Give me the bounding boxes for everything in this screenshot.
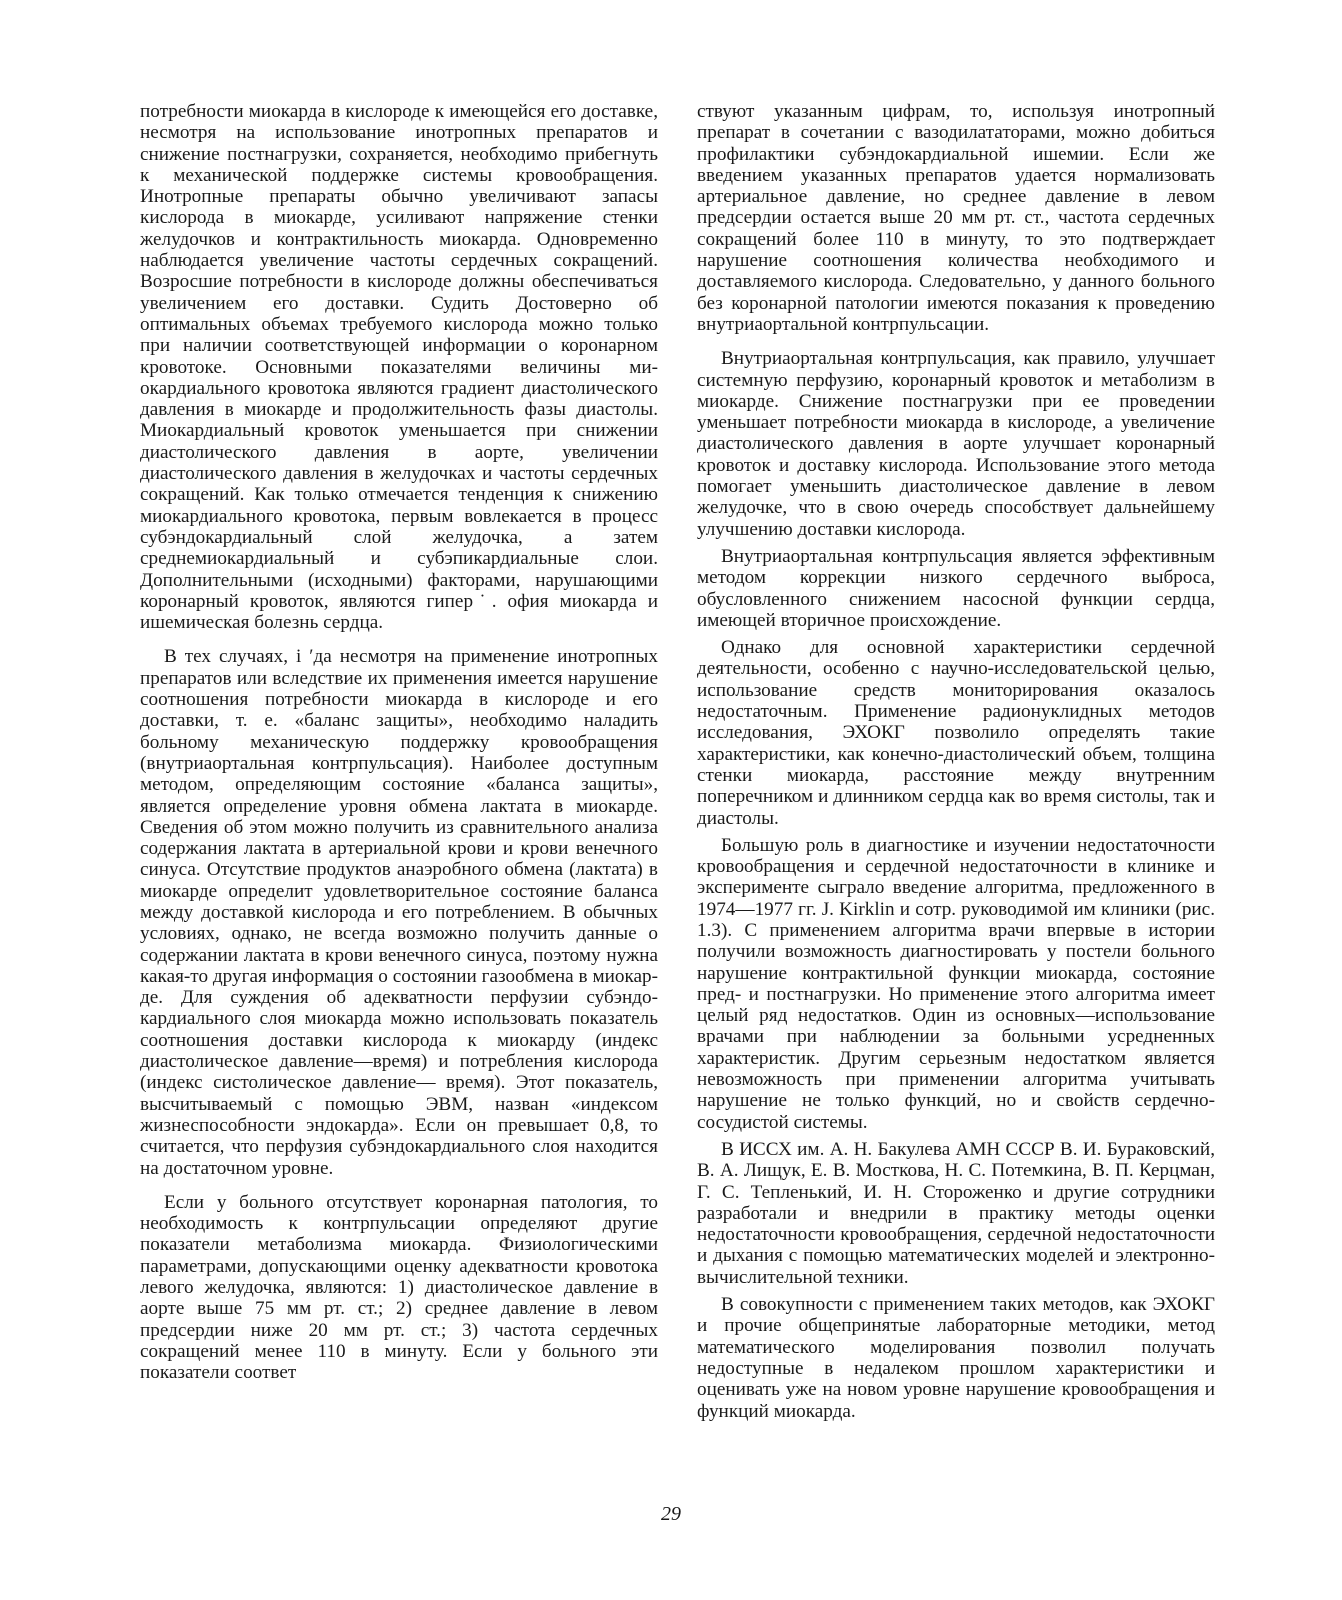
paragraph: Однако для основной характеристики сердечной деятельности, особенно с научно-исследовательской целью, использование средств мониторирования оказалось недостаточным. Применение радионуклидных методов исследования, ЭХОКГ позволило определять такие характеристики, как конечно-диастолический объем, толщина стенки миокарда, расстояние между внутренним поперечником и длинником сердца как во время систолы, так и диастолы. bbox=[697, 637, 1215, 829]
paragraph: В тех случаях, i ʹда несмотря на применение инотропных препаратов или вследствие их применения имеется нарушение соотношения потребности миокарда в кислороде и его доставки, т. е. «баланс защиты», необходимо наладить больному механическую поддержку кровообращения (внутриаортальная контрпульсация). Наиболее доступным методом, определяющим состояние «баланса защиты», является определение уровня обмена лактата в миокарде. Сведения об этом можно получить из сравнительного анализа содержания лактата в артериальной крови и крови венечного синуса. Отсутствие продуктов анаэробного обмена (лактата) в миокарде определит удовлетворительное состояние баланса между доставкой кислорода и его потреблением. В обычных условиях, однако, не всегда возможно получить данные о содержании лактата в крови венечного синуса, поэтому нужна какая-то другая информация о состоянии газообмена в миокарде. Для суждения об адекватности перфузии субэндокардиального слоя миокарда можно использовать показатель соотношения доставки кислорода к миокарду (индекс диастолическое давление—время) и потребления кислорода (индекс систолическое давление— время). Этот показатель, высчитываемый с помощью ЭВМ, назван «индексом жизнеспособности эндокарда». Если он превышает 0,8, то считается, что перфузия субэндокардиального слоя находится на достаточном уровне. bbox=[140, 646, 658, 1179]
paragraph: Внутриаортальная контрпульсация, как правило, улучшает системную перфузию, коронарный кровоток и метаболизм в миокарде. Снижение постнагрузки при ее проведении уменьшает потребности миокарда в кислороде, а увеличение диастолического давления в аорте улучшает коронарный кровоток и доставку кислорода. Использование этого метода помогает уменьшить диастолическое давление в левом желудочке, что в свою очередь способствует дальнейшему улучшению доставки кислорода. bbox=[697, 348, 1215, 540]
paragraph: В ИССХ им. А. Н. Бакулева АМН СССР В. И. Бураковский, В. А. Лищук, Е. В. Мосткова, Н. С. Потемкина, В. П. Керцман, Г. С. Тепленький, И. Н. Стороженко и другие сотрудники разработали и внедрили в практику методы оценки недостаточности кровообращения, сердечной недостаточности и дыхания с помощью математических моделей и электронно-вычислительной техники. bbox=[697, 1138, 1215, 1288]
paragraph: Большую роль в диагностике и изучении недостаточности кровообращения и сердечной недостаточности в клинике и эксперименте сыграло введение алгоритма, предложенного в 1974—1977 гг. J. Kirklin и сотр. руководимой им клиники (рис. 1.3). С применением алгоритма врачи впервые в истории получили возможность диагностировать у постели больного нарушение контрактильной функции миокарда, состояние пред- и постнагрузки. Но применение этого алгоритма имеет целый ряд недостатков. Один из основных—использование врачами при наблюдении за больными усредненных характеристик. Другим серьезным недостатком является невозможность при применении алгоритма учитывать нарушение не только функций, но и свойств сердечно-сосудистой системы. bbox=[697, 834, 1215, 1133]
paragraph: ствуют указанным цифрам, то, используя инотропный препарат в сочетании с вазодилататорами, можно добиться профилактики субэндокардиальной ишемии. Если же введением указанных препаратов удается нормализовать артериальное давление, но среднее давление в левом предсердии остается выше 20 мм рт. ст., частота сердечных сокращений более 110 в минуту, то это подтверждает нарушение соотношения количества необходимого и доставляемого кислорода. Следовательно, у данного больного без коронарной патологии имеются показания к проведению внутриаортальной контрпульсации. bbox=[697, 101, 1215, 335]
paragraph: потребности миокарда в кислороде к имеющейся его доставке, несмотря на использование инотропных препаратов и снижение постнагрузки, сохраняется, необходимо прибегнуть к механической поддержке системы кровообращения. Инотропные препараты обычно увеличивают запасы кислорода в миокарде, усиливают напряжение стенки желудочков и контрактильность миокарда. Одновременно наблюдается увеличение частоты сердечных сокращений. Возросшие потребности в кислороде должны обеспечиваться увеличением его доставки. Судить Достоверно об оптимальных объемах требуемого кислорода можно только при наличии соответствующей информации о коронарном кровотоке. Основными показателями величины миокардиального кровотока являются градиент диастолического давления в миокарде и продолжительность фазы диастолы. Миокардиальный кровоток уменьшается при снижении диастолического давления в аорте, увеличении диастолического давления в желудочках и частоты сердечных сокращений. Как только отмечается тенденция к снижению миокардиального кровотока, первым вовлекается в процесс субэндокардиальный слой желудочка, а затем среднемиокардиальный и субэпикардиальные слои. Дополнительными (исходными) факторами, нарушающими коронарный кровоток, являются гипер˙. офия миокарда и ишемическая болезнь сердца. bbox=[140, 101, 658, 634]
right-text-column bbox=[697, 101, 1215, 1422]
paragraph: Внутриаортальная контрпульсация является эффективным методом коррекции низкого сердечного выброса, обусловленного снижением насосной функции сердца, имеющей вторичное происхождение. bbox=[697, 545, 1215, 631]
paragraph: Если у больного отсутствует коронарная патология, то необходимость к контрпульсации определяют другие показатели метаболизма миокарда. Физиологическими параметрами, допускающими оценку адекватности кровотока левого желудочка, являются: 1) диастолическое давление в аорте выше 75 мм рт. ст.; 2) среднее давление в левом предсердии ниже 20 мм рт. ст.; 3) частота сердечных сокращений менее 110 в минуту. Если у больного эти показатели соответ bbox=[140, 1191, 658, 1384]
left-text-column bbox=[140, 101, 658, 1384]
page-number: 29 bbox=[661, 1503, 681, 1525]
paragraph: В совокупности с применением таких методов, как ЭХОКГ и прочие общепринятые лабораторные методики, метод математического моделирования позволил получать недоступные в недалеком прошлом характеристики и оценивать уже на новом уровне нарушение кровообращения и функций миокарда. bbox=[697, 1294, 1215, 1422]
